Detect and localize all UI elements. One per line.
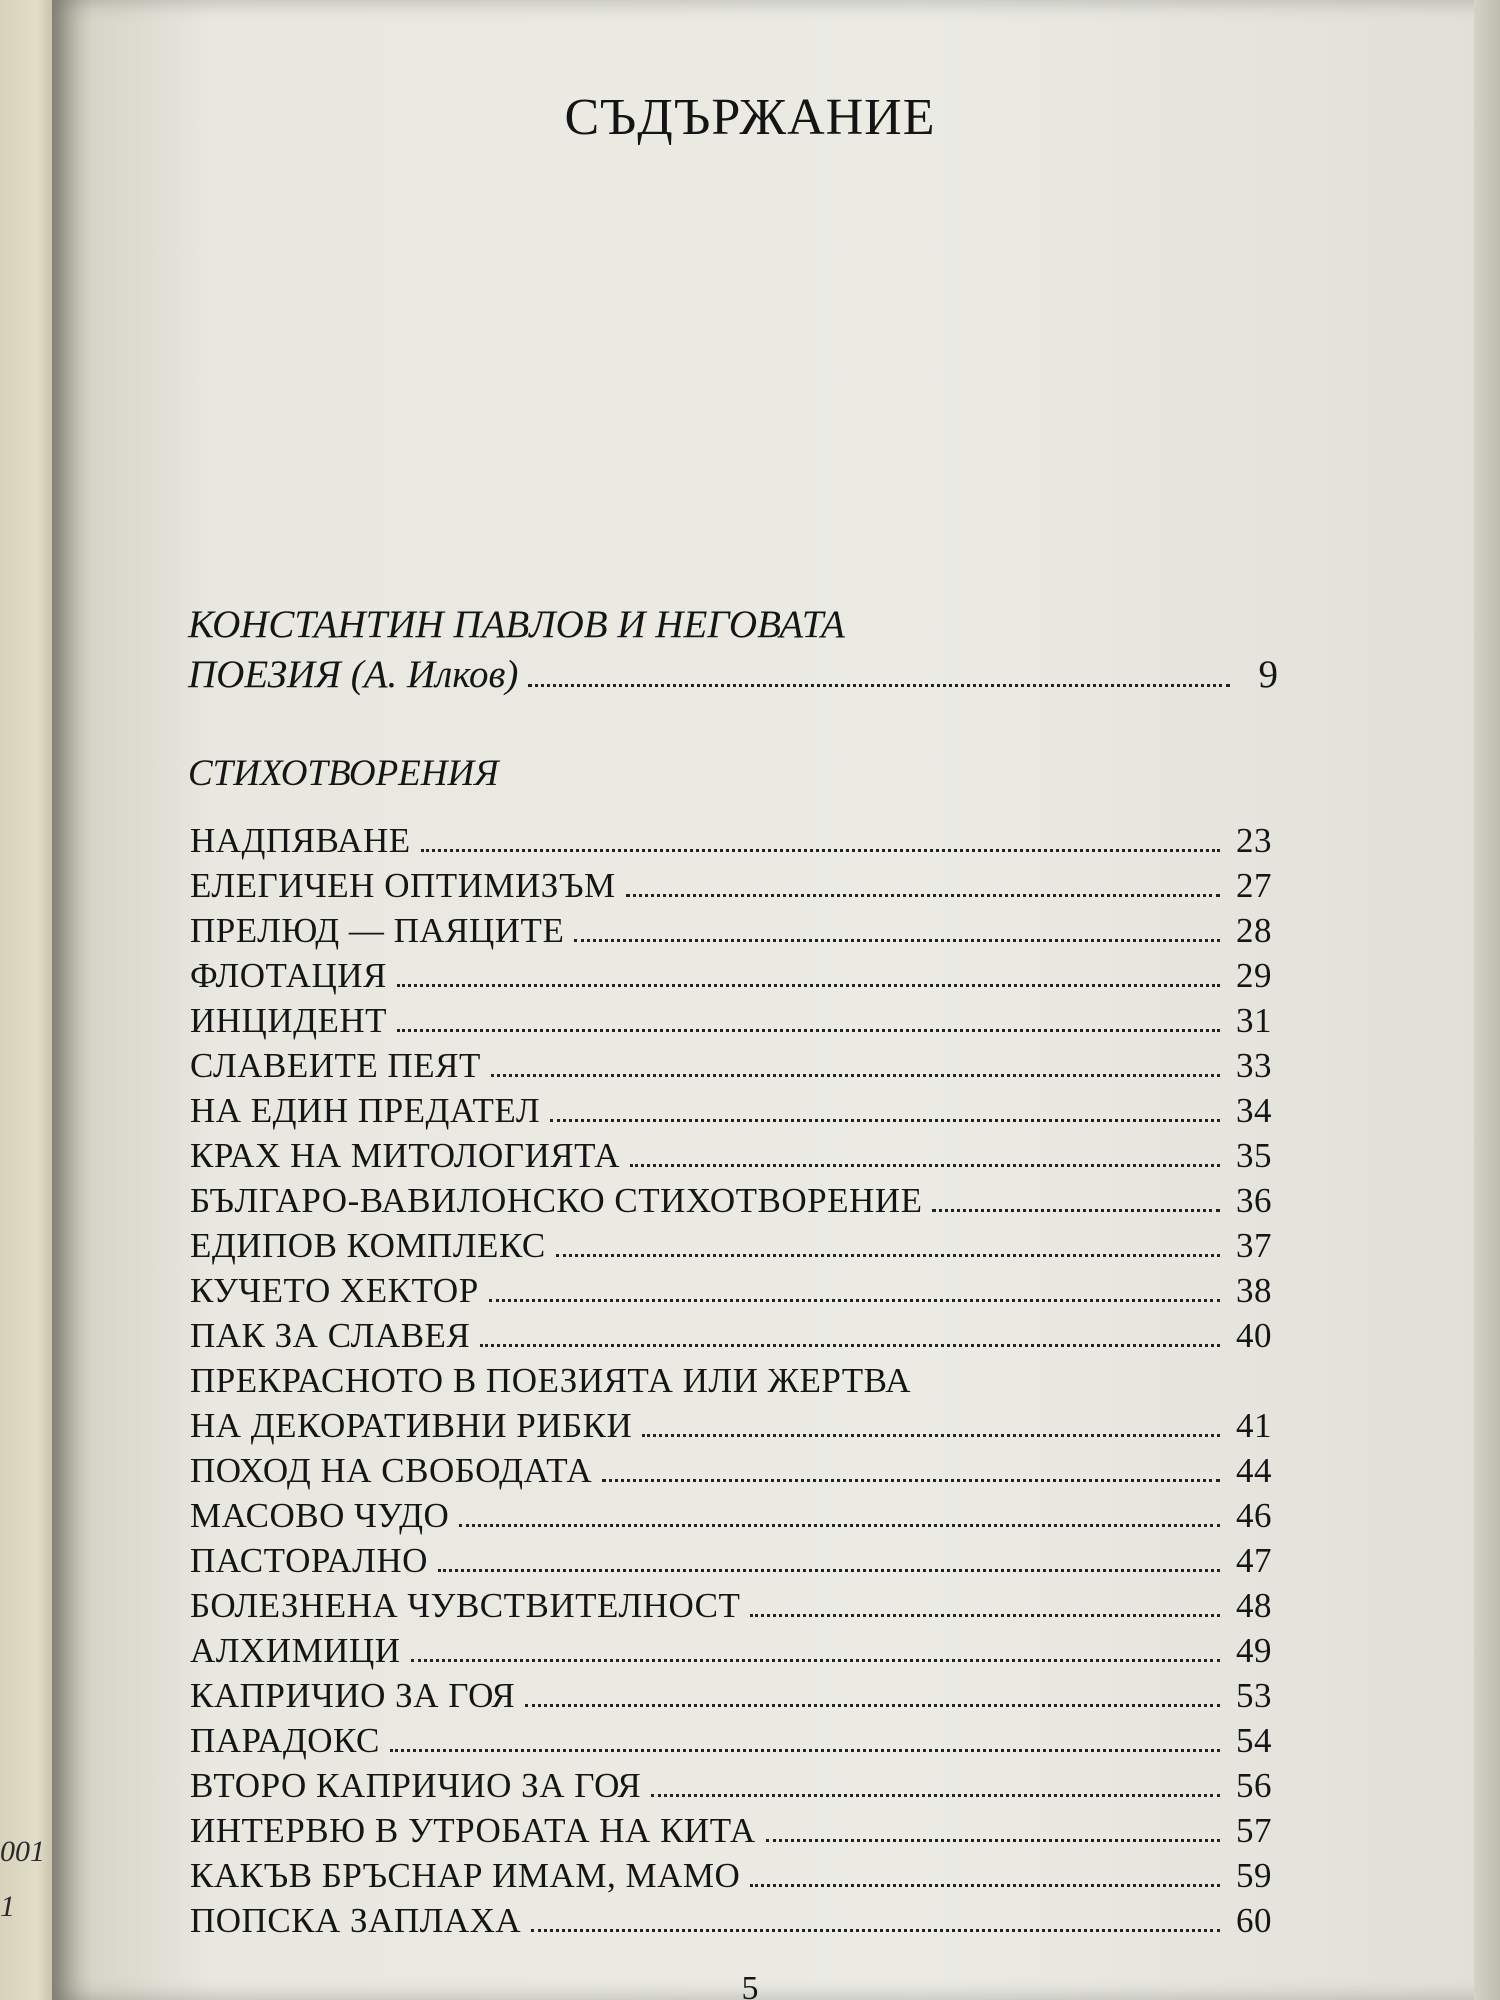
toc-entry-title: СЛАВЕИТЕ ПЕЯТ <box>190 1046 481 1085</box>
dot-leader <box>750 1614 1220 1617</box>
toc-entry-page-number: 28 <box>1236 911 1272 950</box>
toc-entry <box>190 1223 1272 1268</box>
toc-entry-page-number: 41 <box>1236 1406 1272 1445</box>
toc-entry <box>190 998 1272 1043</box>
dot-leader <box>438 1569 1220 1572</box>
toc-entry-page-number: 47 <box>1236 1541 1272 1580</box>
toc-entry-page-number: 36 <box>1236 1181 1272 1220</box>
toc-entry-page-number: 40 <box>1236 1316 1272 1355</box>
toc-entry <box>190 1718 1272 1763</box>
dot-leader <box>630 1164 1220 1167</box>
dot-leader <box>750 1884 1220 1887</box>
toc-entry-title: ПОПСКА ЗАПЛАХА <box>190 1901 522 1940</box>
toc-entry-page-number: 35 <box>1236 1136 1272 1175</box>
toc-entry <box>190 1673 1272 1718</box>
toc-entry-title: ИНЦИДЕНТ <box>190 1001 388 1040</box>
toc-entry <box>190 1088 1272 1133</box>
toc-entry <box>190 1313 1272 1358</box>
toc-entry-title: ПОХОД НА СВОБОДАТА <box>190 1451 593 1490</box>
toc-entry-title: КАКЪВ БРЪСНАР ИМАМ, МАМО <box>190 1856 741 1895</box>
toc-entry <box>190 953 1272 998</box>
dot-leader <box>531 1929 1220 1932</box>
toc-entry-page-number: 53 <box>1236 1676 1272 1715</box>
toc-entry-title: ВТОРО КАПРИЧИО ЗА ГОЯ <box>190 1766 642 1805</box>
section-heading: СТИХОТВОРЕНИЯ <box>188 753 499 794</box>
toc-entry <box>190 1403 1272 1448</box>
toc-entry-page-number: 29 <box>1236 956 1272 995</box>
toc-entry <box>190 1268 1272 1313</box>
toc-entry-page-number: 23 <box>1236 821 1272 860</box>
toc-list <box>190 818 1272 1943</box>
toc-entry-page-number: 56 <box>1236 1766 1272 1805</box>
toc-entry-page-number: 48 <box>1236 1586 1272 1625</box>
toc-entry-title: ПРЕКРАСНОТО В ПОЕЗИЯТА ИЛИ ЖЕРТВА <box>190 1361 912 1400</box>
toc-entry-title: БОЛЕЗНЕНА ЧУВСТВИТЕЛНОСТ <box>190 1586 741 1625</box>
toc-entry-page-number: 60 <box>1236 1901 1272 1940</box>
toc-entry-page-number: 49 <box>1236 1631 1272 1670</box>
toc-entry-page-number: 34 <box>1236 1091 1272 1130</box>
toc-entry-page-number: 31 <box>1236 1001 1272 1040</box>
toc-entry <box>190 1583 1272 1628</box>
toc-entry <box>190 1493 1272 1538</box>
toc-entry <box>190 1808 1272 1853</box>
toc-entry <box>190 1853 1272 1898</box>
intro-author: (А. Илков) <box>350 653 519 696</box>
toc-entry <box>190 1628 1272 1673</box>
toc-entry-title: НА ДЕКОРАТИВНИ РИБКИ <box>190 1406 633 1445</box>
toc-entry-title: ПАК ЗА СЛАВЕЯ <box>190 1316 471 1355</box>
toc-entry <box>190 818 1272 863</box>
toc-entry <box>190 863 1272 908</box>
toc-entry-title: ЕЛЕГИЧЕН ОПТИМИЗЪМ <box>190 866 616 905</box>
toc-entry <box>190 1763 1272 1808</box>
dot-leader <box>932 1209 1220 1212</box>
toc-entry <box>190 1133 1272 1178</box>
intro-page-number: 9 <box>1258 653 1278 696</box>
dot-leader <box>626 894 1220 897</box>
toc-entry <box>190 1178 1272 1223</box>
dot-leader <box>525 1704 1220 1707</box>
dot-leader <box>411 1659 1220 1662</box>
toc-entry <box>190 1448 1272 1493</box>
intro-entry <box>188 600 1278 700</box>
toc-entry-title: КУЧЕТО ХЕКТОР <box>190 1271 479 1310</box>
toc-entry-page-number: 59 <box>1236 1856 1272 1895</box>
toc-entry-title-line-1 <box>190 1358 1272 1403</box>
toc-entry-title: ПАСТОРАЛНО <box>190 1541 428 1580</box>
toc-entry-title: КРАХ НА МИТОЛОГИЯТА <box>190 1136 621 1175</box>
dot-leader <box>556 1254 1220 1257</box>
toc-entry-page-number: 37 <box>1236 1226 1272 1265</box>
dot-leader <box>602 1479 1220 1482</box>
intro-title-line-2-text: ПОЕЗИЯ <box>188 653 341 696</box>
dot-leader <box>421 849 1220 852</box>
dot-leader <box>459 1524 1220 1527</box>
page-title: СЪДЪРЖАНИЕ <box>564 89 936 146</box>
toc-entry-title: ФЛОТАЦИЯ <box>190 956 387 995</box>
dot-leader <box>574 939 1220 942</box>
toc-entry-title: НАДПЯВАНЕ <box>190 821 411 860</box>
toc-entry-page-number: 33 <box>1236 1046 1272 1085</box>
dot-leader <box>528 684 1230 687</box>
toc-entry-page-number: 44 <box>1236 1451 1272 1490</box>
toc-entry-page-number: 46 <box>1236 1496 1272 1535</box>
dot-leader <box>489 1299 1220 1302</box>
toc-entry-page-number: 57 <box>1236 1811 1272 1850</box>
dot-leader <box>397 1029 1220 1032</box>
toc-entry-title: КАПРИЧИО ЗА ГОЯ <box>190 1676 516 1715</box>
dot-leader <box>651 1794 1220 1797</box>
toc-entry <box>190 1043 1272 1088</box>
toc-entry-title: АЛХИМИЦИ <box>190 1631 401 1670</box>
toc-entry-title: ЕДИПОВ КОМПЛЕКС <box>190 1226 546 1265</box>
left-page-fragment-top: 001 <box>0 1835 45 1868</box>
toc-entry-title: БЪЛГАРО-ВАВИЛОНСКО СТИХОТВОРЕНИЕ <box>190 1181 923 1220</box>
toc-entry-page-number: 54 <box>1236 1721 1272 1760</box>
toc-entry <box>190 1538 1272 1583</box>
toc-entry-title: ПРЕЛЮД — ПАЯЦИТЕ <box>190 911 565 950</box>
right-page-edge <box>1474 0 1500 2000</box>
toc-entry-page-number: 27 <box>1236 866 1272 905</box>
page-number: 5 <box>741 1970 759 2000</box>
intro-title-line-2 <box>188 650 1278 700</box>
toc-entry-page-number: 38 <box>1236 1271 1272 1310</box>
dot-leader <box>397 984 1220 987</box>
toc-entry-title: ПАРАДОКС <box>190 1721 380 1760</box>
dot-leader <box>766 1839 1220 1842</box>
toc-entry <box>190 908 1272 953</box>
dot-leader <box>390 1749 1220 1752</box>
toc-entry <box>190 1898 1272 1943</box>
toc-entry-title: МАСОВО ЧУДО <box>190 1496 450 1535</box>
dot-leader <box>480 1344 1220 1347</box>
left-page-fragment-bottom: 1 <box>0 1890 15 1923</box>
intro-title-line-1: КОНСТАНТИН ПАВЛОВ И НЕГОВАТА <box>188 603 845 646</box>
dot-leader <box>491 1074 1220 1077</box>
toc-entry-title: ИНТЕРВЮ В УТРОБАТА НА КИТА <box>190 1811 756 1850</box>
dot-leader <box>642 1434 1220 1437</box>
toc-entry-title: НА ЕДИН ПРЕДАТЕЛ <box>190 1091 541 1130</box>
dot-leader <box>550 1119 1220 1122</box>
